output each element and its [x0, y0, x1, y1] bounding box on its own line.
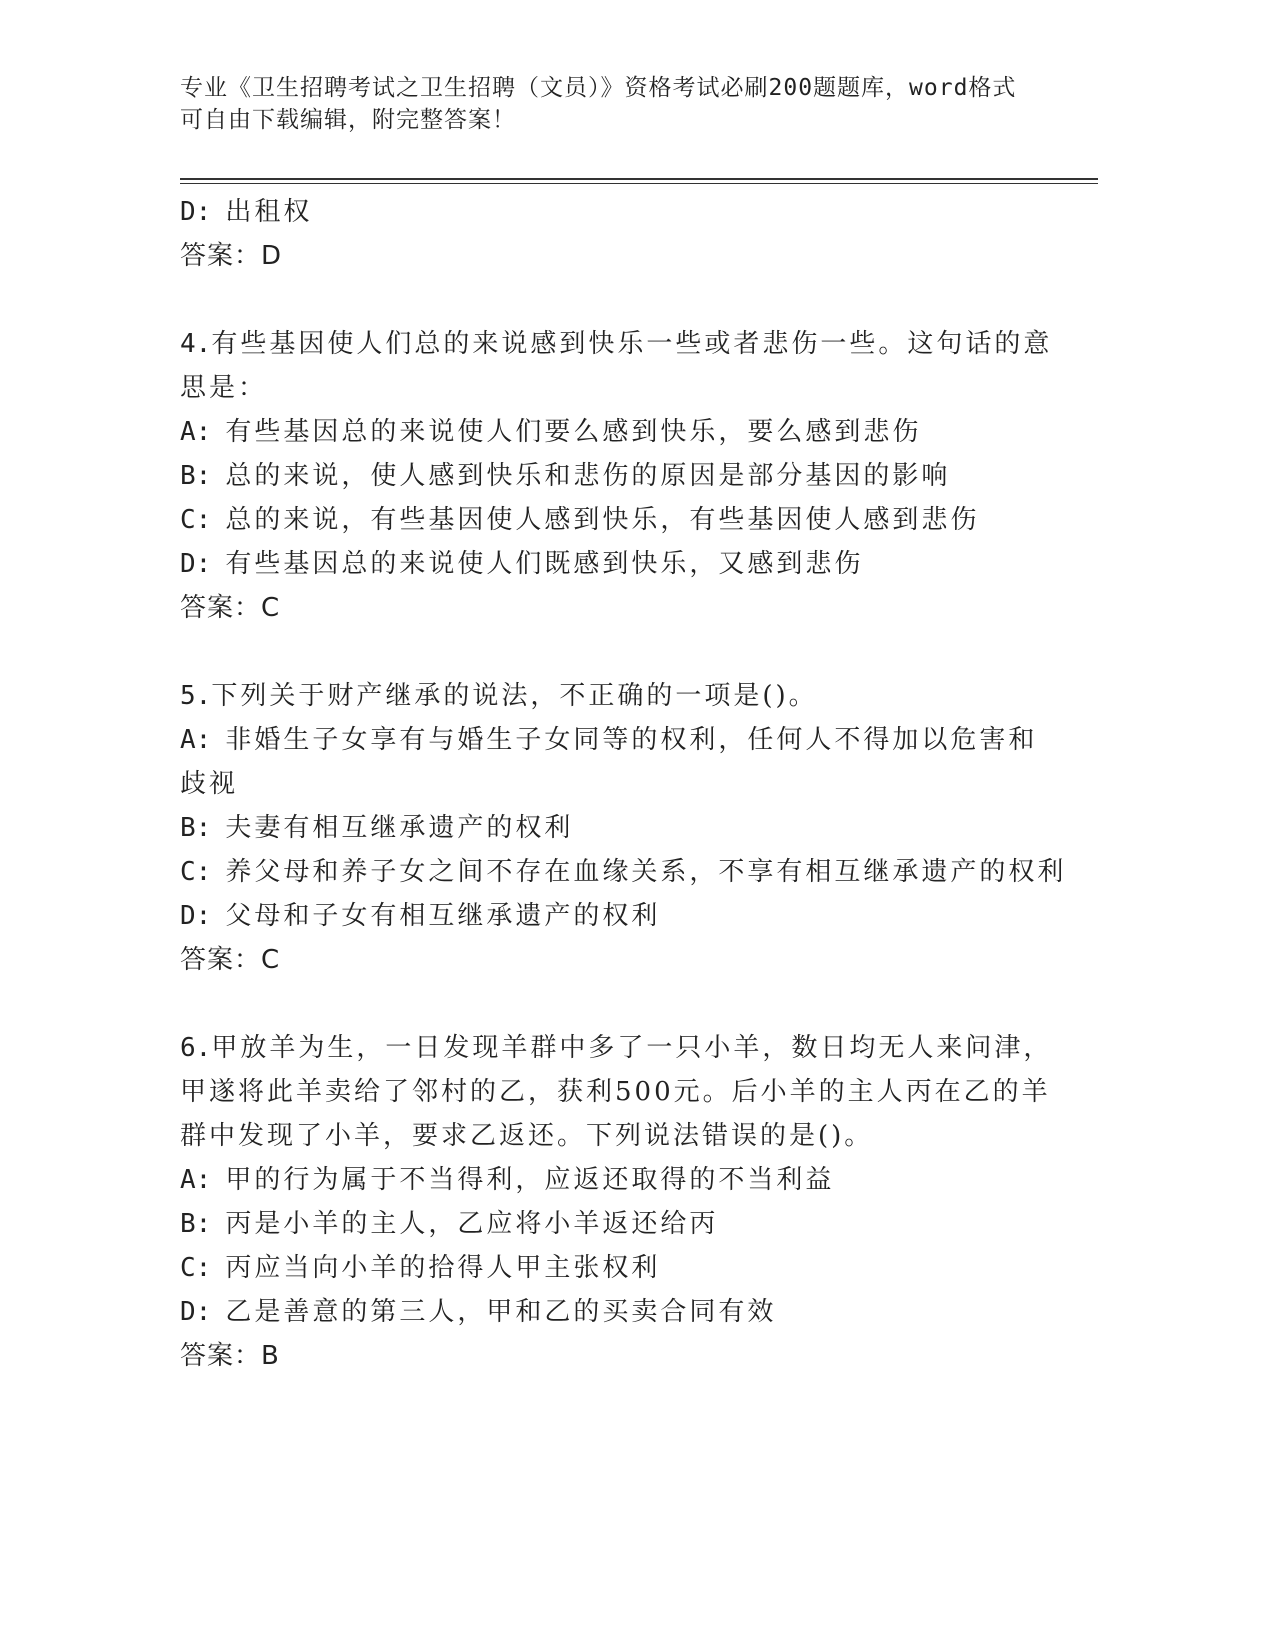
prev-option-d	[180, 190, 1060, 234]
question-6-option-b	[180, 1202, 1060, 1246]
header-divider-thin	[180, 183, 1098, 184]
option-text: 总的来说，使人感到快乐和悲伤的原因是部分基因的影响	[225, 461, 951, 491]
option-prefix: B:	[180, 461, 212, 491]
question-4-option-b	[180, 454, 1060, 498]
option-prefix: C:	[180, 505, 212, 535]
option-text: 总的来说，有些基因使人感到快乐，有些基因使人感到悲伤	[225, 505, 980, 535]
option-text: 甲的行为属于不当得利，应返还取得的不当利益	[225, 1165, 835, 1195]
option-prefix: A:	[180, 725, 212, 755]
option-prefix: D:	[180, 549, 212, 579]
option-text: 出租权	[225, 197, 313, 227]
question-5-option-a	[180, 718, 1060, 806]
question-text: 甲放羊为生，一日发现羊群中多了一只小羊，数日均无人来问津，甲遂将此羊卖给了邻村的乙，获利500元。后小羊的主人丙在乙的羊群中发现了小羊，要求乙返还。下列说法错误的是()。	[180, 1033, 1053, 1151]
question-4-option-a	[180, 410, 1060, 454]
question-content	[180, 190, 1067, 1378]
header-title: 专业《卫生招聘考试之卫生招聘（文员）》资格考试必刷200题题库，word格式可自由下载编辑，附完整答案！	[180, 75, 1017, 133]
option-prefix: D:	[180, 197, 212, 227]
question-4-stem	[180, 322, 1060, 410]
question-6-option-d	[180, 1290, 1060, 1334]
option-prefix: B:	[180, 1209, 212, 1239]
header-divider-thick	[180, 178, 1098, 180]
option-text: 丙是小羊的主人，乙应将小羊返还给丙	[225, 1209, 719, 1239]
question-5-stem	[180, 674, 1060, 718]
option-prefix: D:	[180, 901, 212, 931]
option-text: 非婚生子女享有与婚生子女同等的权利，任何人不得加以危害和歧视	[180, 725, 1038, 799]
option-prefix: C:	[180, 857, 212, 887]
question-6-option-a	[180, 1158, 1060, 1202]
question-number: 4.	[180, 329, 212, 359]
option-prefix: A:	[180, 417, 212, 447]
option-text: 父母和子女有相互继承遗产的权利	[225, 901, 661, 931]
question-5-option-d	[180, 894, 1060, 938]
option-text: 养父母和养子女之间不存在血缘关系，不享有相互继承遗产的权利	[225, 857, 1067, 887]
question-6-option-c	[180, 1246, 1060, 1290]
question-4-answer: 答案：C	[180, 593, 281, 623]
question-4-option-c	[180, 498, 1060, 542]
question-5-option-c	[180, 850, 1067, 894]
question-6-answer: 答案：B	[180, 1341, 280, 1371]
option-prefix: D:	[180, 1297, 212, 1327]
option-text: 有些基因总的来说使人们既感到快乐，又感到悲伤	[225, 549, 864, 579]
question-text: 下列关于财产继承的说法，不正确的一项是()。	[211, 681, 818, 711]
option-text: 乙是善意的第三人，甲和乙的买卖合同有效	[225, 1297, 777, 1327]
option-text: 丙应当向小羊的拾得人甲主张权利	[225, 1253, 661, 1283]
question-4-option-d	[180, 542, 1060, 586]
document-header	[180, 72, 1040, 136]
question-5-option-b	[180, 806, 1060, 850]
question-5-answer: 答案：C	[180, 945, 281, 975]
option-prefix: A:	[180, 1165, 212, 1195]
option-text: 有些基因总的来说使人们要么感到快乐，要么感到悲伤	[225, 417, 922, 447]
prev-answer: 答案：D	[180, 241, 283, 271]
question-number: 5.	[180, 681, 212, 711]
question-text: 有些基因使人们总的来说感到快乐一些或者悲伤一些。这句话的意思是：	[180, 329, 1053, 403]
question-6-stem	[180, 1026, 1060, 1158]
question-number: 6.	[180, 1033, 212, 1063]
option-prefix: C:	[180, 1253, 212, 1283]
option-text: 夫妻有相互继承遗产的权利	[225, 813, 574, 843]
option-prefix: B:	[180, 813, 212, 843]
